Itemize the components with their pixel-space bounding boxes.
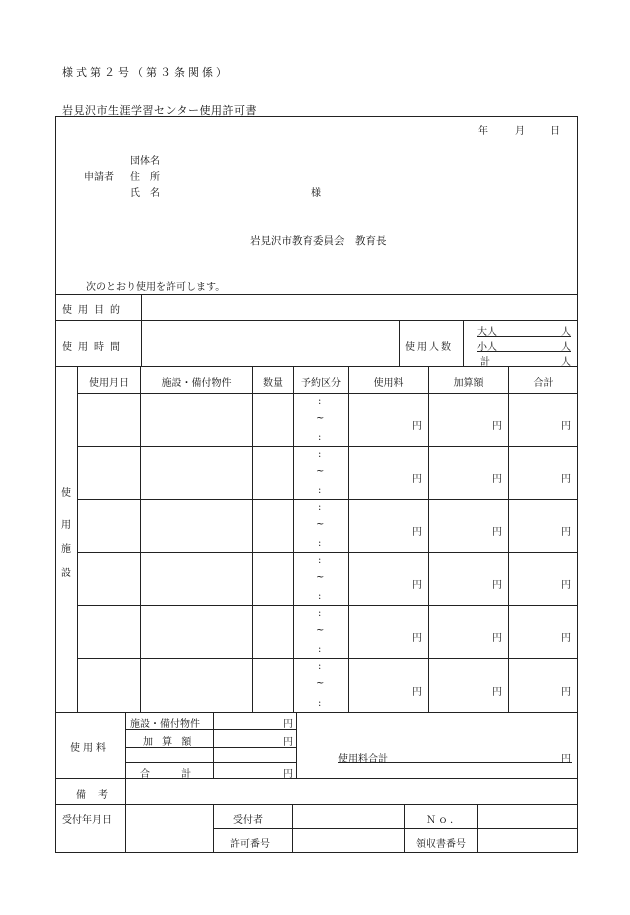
date-day: 日 [550,126,560,137]
total-yen: 円 [561,580,571,591]
receiver-label: 受付者 [233,815,263,826]
header-date: 使用月日 [89,378,129,389]
child-unit: 人 [561,342,571,353]
form-number: 様式第２号（第３条関係） [62,66,230,79]
address-label: 住 所 [130,172,160,183]
fee-facility-yen: 円 [283,719,293,730]
time-tilde: ~ [316,466,325,477]
header-quantity: 数量 [263,378,283,389]
facility-side-char-3: 施 [61,544,71,555]
time-tilde: ~ [316,678,325,689]
child-label: 小人 [477,342,497,353]
facility-side-char-1: 使 [61,488,71,499]
permission-text: 次のとおり使用を許可します。 [86,282,226,293]
time-tilde: ~ [316,625,325,636]
time-start-colon: : [318,555,322,566]
addition-yen: 円 [492,421,502,432]
total-yen: 円 [561,421,571,432]
fee-addition-yen: 円 [283,737,293,748]
time-end-colon: : [318,485,322,496]
permit-number-label: 許可番号 [230,839,270,850]
addition-yen: 円 [492,633,502,644]
total-yen: 円 [561,527,571,538]
addition-yen: 円 [492,474,502,485]
header-reservation: 予約区分 [301,378,341,389]
adult-unit: 人 [561,327,571,338]
time-end-colon: : [318,698,322,709]
addition-yen: 円 [492,527,502,538]
grand-total-yen: 円 [561,754,571,765]
honorific: 様 [311,188,321,199]
time-start-colon: : [318,608,322,619]
header-fee: 使用料 [373,378,404,389]
time-end-colon: : [318,644,322,655]
fee-yen: 円 [412,527,422,538]
time-tilde: ~ [316,519,325,530]
total-yen: 円 [561,687,571,698]
date-month: 月 [515,126,525,137]
date-year: 年 [478,126,488,137]
purpose-label: 使用目的 [62,305,126,316]
header-facility: 施設・備付物件 [161,378,232,389]
no-label: Ｎｏ. [426,815,456,826]
total-yen: 円 [561,474,571,485]
grand-total-label: 使用料合計 [338,754,388,765]
time-start-colon: : [318,502,322,513]
people-label: 使用人数 [405,342,453,353]
fee-yen: 円 [412,580,422,591]
group-name-label: 団体名 [130,156,160,167]
fee-total-label: 合 計 [140,769,206,780]
facility-side-char-2: 用 [61,520,71,531]
header-addition: 加算額 [453,378,484,389]
people-total-label: 計 [480,357,490,368]
adult-label: 大人 [477,327,497,338]
name-label: 氏 名 [130,188,160,199]
header-total: 合計 [533,378,554,389]
time-end-colon: : [318,538,322,549]
applicant-label: 申請者 [84,172,114,183]
fee-yen: 円 [412,687,422,698]
time-start-colon: : [318,449,322,460]
time-tilde: ~ [316,572,325,583]
addition-yen: 円 [492,580,502,591]
remarks-label: 備考 [76,790,120,801]
fee-total-yen: 円 [283,769,293,780]
time-start-colon: : [318,661,322,672]
time-tilde: ~ [316,413,325,424]
addition-yen: 円 [492,687,502,698]
form-title: 岩見沢市生涯学習センター使用許可書 [62,104,258,117]
total-yen: 円 [561,633,571,644]
time-end-colon: : [318,591,322,602]
reception-date-label: 受付年月日 [62,815,112,826]
fee-facility-label: 施設・備付物件 [130,719,200,730]
time-start-colon: : [318,396,322,407]
total-unit: 人 [561,357,571,368]
fee-label: 使用料 [70,743,109,754]
fee-yen: 円 [412,633,422,644]
time-end-colon: : [318,432,322,443]
issuer: 岩見沢市教育委員会 教育長 [250,235,387,247]
facility-side-char-4: 設 [61,568,71,579]
fee-yen: 円 [412,474,422,485]
fee-yen: 円 [412,421,422,432]
receipt-number-label: 領収書番号 [416,839,466,850]
fee-addition-label: 加 算 額 [143,737,195,748]
time-label: 使用時間 [62,342,126,353]
